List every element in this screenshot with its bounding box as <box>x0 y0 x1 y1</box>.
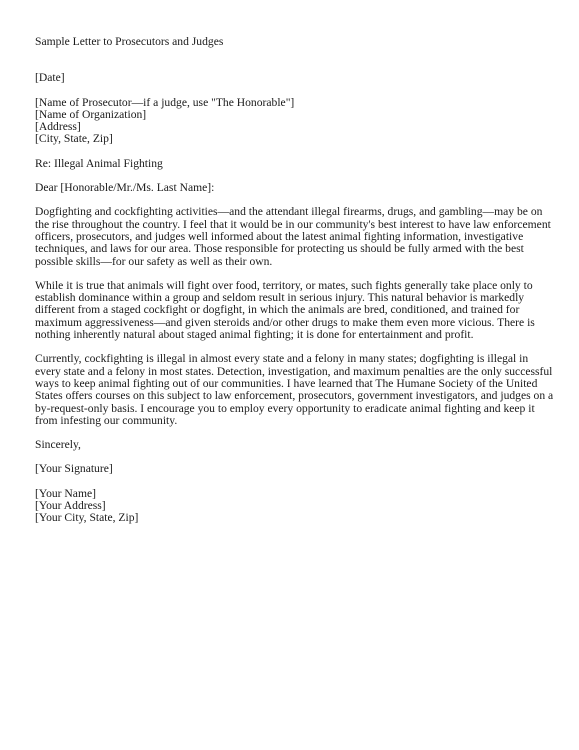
paragraph-line: officers, prosecutors, and judges well informed about the latest animal fighting information, investigative <box>35 229 524 243</box>
paragraph-line: While it is true that animals will fight over food, territory, or mates, such fights generally take place only to <box>35 278 533 292</box>
recipient-organization: [Name of Organization] <box>35 107 147 121</box>
closing: Sincerely, <box>35 438 81 452</box>
paragraph-line: nothing inherently natural about staged animal fighting; it is done for entertainment and profit. <box>35 328 474 342</box>
recipient-city-state-zip: [City, State, Zip] <box>35 132 113 146</box>
sender-name: [Your Name] <box>35 486 96 500</box>
sender-city-state-zip: [Your City, State, Zip] <box>35 511 139 525</box>
signature-placeholder: [Your Signature] <box>35 462 113 476</box>
paragraph-line: the rise throughout the country. I feel that it would be in our community's best interest to have law enforcement <box>35 217 551 231</box>
paragraph-line: techniques, and laws for our area. Those responsible for protecting us should be fully armed with the best <box>35 242 524 256</box>
paragraph-line: by-request-only basis. I encourage you to employ every opportunity to eradicate animal fighting and keep it <box>35 401 535 415</box>
paragraph-line: from infesting our community. <box>35 413 178 427</box>
paragraph-line: possible skills—for our safety as well as their own. <box>35 254 273 268</box>
paragraph-line: Dogfighting and cockfighting activities—and the attendant illegal firearms, drugs, and gambling—may be on <box>35 205 543 219</box>
body-paragraph-3 <box>35 353 555 427</box>
paragraph-line: ways to keep animal fighting out of our communities. I have learned that The Humane Society of the United <box>35 376 538 390</box>
paragraph-line: different from a staged cockfight or dogfight, in which the animals are bred, conditioned, and trained for <box>35 303 520 317</box>
body-paragraph-1 <box>35 206 555 267</box>
recipient-name: [Name of Prosecutor—if a judge, use "The Honorable"] <box>35 95 295 109</box>
paragraph-line: Currently, cockfighting is illegal in almost every state and a felony in many states; dogfighting is illegal in <box>35 352 529 366</box>
recipient-address-block <box>35 97 555 146</box>
date-placeholder: [Date] <box>35 71 65 85</box>
body-paragraph-2 <box>35 280 555 341</box>
paragraph-line: States offers courses on this subject to law enforcement, prosecutors, government investigators, and judges on a <box>35 389 554 403</box>
letter-page <box>35 36 555 525</box>
sender-address: [Your Address] <box>35 499 106 513</box>
paragraph-line: every state and a felony in most states. Detection, investigation, and maximum penalties are the only successful <box>35 364 553 378</box>
paragraph-line: maximum aggressiveness—and given steroids and/or other drugs to make them even more vicious. There is <box>35 315 535 329</box>
subject-line: Re: Illegal Animal Fighting <box>35 156 163 170</box>
paragraph-line: establish dominance within a group and seldom result in serious injury. This natural behavior is markedly <box>35 291 525 305</box>
recipient-address: [Address] <box>35 120 81 134</box>
salutation: Dear [Honorable/Mr./Ms. Last Name]: <box>35 181 215 195</box>
document-title: Sample Letter to Prosecutors and Judges <box>35 35 224 48</box>
sender-address-block <box>35 488 555 525</box>
